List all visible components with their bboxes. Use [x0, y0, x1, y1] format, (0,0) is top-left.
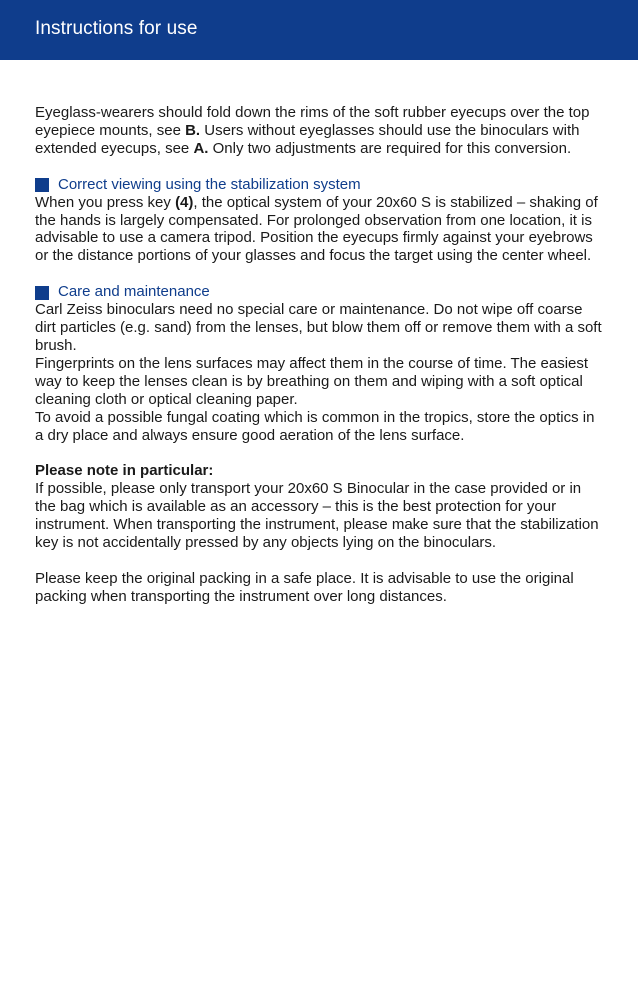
- spacer: [35, 158, 603, 176]
- section-heading-text: Correct viewing using the stabilization system: [58, 175, 361, 193]
- intro-bold-b: B.: [185, 121, 201, 139]
- square-bullet-icon: [35, 286, 49, 300]
- stabilization-text-2: , the optical system of your 20x60 S is stabilized – shaking of the hands is largely compensated. For prolonged observation from one location, it is advisable to use a camera tripod. Position the eyecups firmly against your eyebrows or the distance portions of your glasses and focus the target using the center wheel.: [35, 193, 598, 265]
- care-paragraph-1: Carl Zeiss binoculars need no special care or maintenance. Do not wipe off coarse dirt particles (e.g. sand) from the lenses, but blow them off or remove them with a soft brush.: [35, 301, 602, 354]
- section-heading-care: [35, 283, 603, 301]
- header-bar: [0, 0, 638, 60]
- care-paragraph-2: Fingerprints on the lens surfaces may affect them in the course of time. The easiest way to keep the lenses clean is by breathing on them and wiping with a soft optical cleaning cloth or optical cleaning paper.: [35, 354, 589, 408]
- stabilization-text-1: When you press key: [35, 193, 176, 211]
- intro-paragraph: [35, 104, 603, 158]
- section-heading-stabilization: [35, 176, 603, 194]
- intro-text-3: Only two adjustments are required for this conversion.: [208, 139, 572, 157]
- care-paragraph-3: To avoid a possible fungal coating which is common in the tropics, store the optics in a dry place and always ensure good aeration of the lens surface.: [35, 408, 595, 444]
- intro-bold-a: A.: [193, 139, 209, 157]
- intro-text-1: Eyeglass-wearers should fold down the rims of the soft rubber eyecups over the top eyepiece mounts, see: [35, 104, 590, 139]
- note-paragraph-1: If possible, please only transport your 20x60 S Binocular in the case provided or in the bag which is available as an accessory – this is the best protection for your instrument. When transporting the instrument, please make sure that the stabilization key is not accidentally pressed by any objects lying on the binoculars.: [35, 480, 599, 552]
- key-reference: (4): [175, 193, 194, 211]
- note-heading: Please note in particular:: [35, 462, 214, 480]
- page-title: Instructions for use: [35, 18, 198, 39]
- spacer: [35, 444, 603, 462]
- stabilization-paragraph: [35, 194, 603, 266]
- note-paragraph-2: Please keep the original packing in a safe place. It is advisable to use the original packing when transporting the instrument over long distances.: [35, 569, 574, 605]
- square-bullet-icon: [35, 178, 49, 192]
- spacer: [35, 552, 603, 570]
- content-body: [35, 104, 603, 606]
- spacer: [35, 265, 603, 283]
- section-heading-text: Care and maintenance: [58, 283, 210, 301]
- intro-text-2: Users without eyeglasses should use the binoculars with extended eyecups, see: [35, 121, 580, 157]
